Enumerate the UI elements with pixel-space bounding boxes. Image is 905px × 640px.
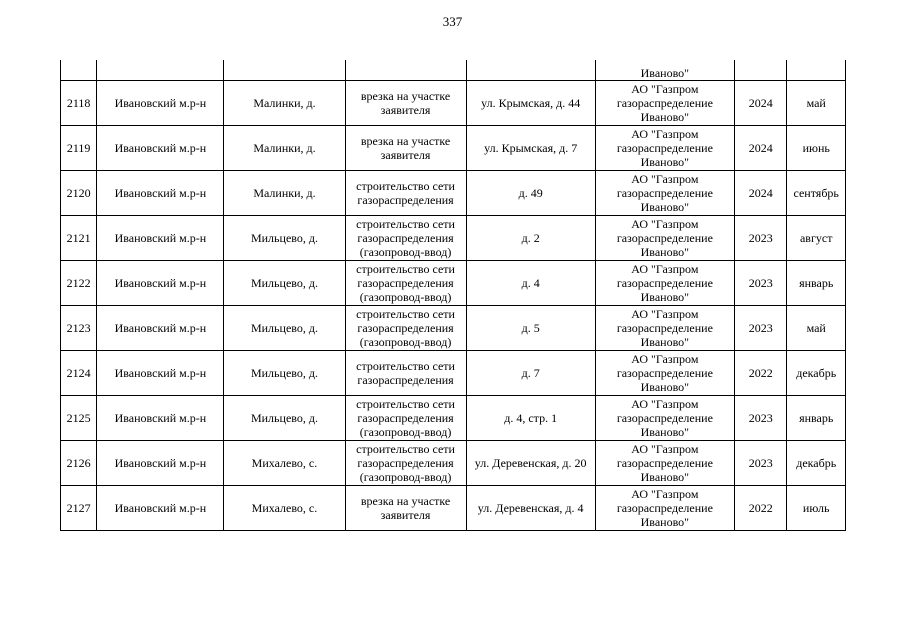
cell-locality: Михалево, с. [224, 441, 345, 486]
cell-year: 2024 [734, 81, 786, 126]
cell-number: 2121 [61, 216, 97, 261]
cell-district: Ивановский м.р-н [97, 216, 224, 261]
cell-district: Ивановский м.р-н [97, 396, 224, 441]
cell-work: строительство сети газораспределения [345, 171, 466, 216]
cell-locality: Мильцево, д. [224, 261, 345, 306]
cell-org: АО "Газпром газораспределение Иваново" [595, 396, 734, 441]
cell-number: 2118 [61, 81, 97, 126]
cell-number: 2127 [61, 486, 97, 531]
cell-year [734, 60, 786, 81]
cell-month: сентябрь [787, 171, 846, 216]
cell-address: д. 4 [466, 261, 595, 306]
cell-work: строительство сети газораспределения [345, 351, 466, 396]
cell-district: Ивановский м.р-н [97, 81, 224, 126]
cell-work: врезка на участке заявителя [345, 126, 466, 171]
cell-year: 2023 [734, 216, 786, 261]
cell-number: 2125 [61, 396, 97, 441]
cell-org: АО "Газпром газораспределение Иваново" [595, 306, 734, 351]
cell-locality: Мильцево, д. [224, 216, 345, 261]
cell-locality: Малинки, д. [224, 171, 345, 216]
cell-year: 2023 [734, 396, 786, 441]
cell-year: 2022 [734, 351, 786, 396]
table-row [61, 126, 846, 171]
cell-month: май [787, 306, 846, 351]
cell-address: ул. Крымская, д. 7 [466, 126, 595, 171]
cell-work: строительство сети газораспределения (газопровод-ввод) [345, 306, 466, 351]
cell-locality: Малинки, д. [224, 81, 345, 126]
cell-year: 2023 [734, 306, 786, 351]
cell-work: строительство сети газораспределения (газопровод-ввод) [345, 216, 466, 261]
registry-table-body [61, 60, 846, 531]
cell-month: май [787, 81, 846, 126]
cell-district [97, 60, 224, 81]
cell-org: АО "Газпром газораспределение Иваново" [595, 351, 734, 396]
cell-month [787, 60, 846, 81]
cell-district: Ивановский м.р-н [97, 351, 224, 396]
cell-number [61, 60, 97, 81]
cell-address [466, 60, 595, 81]
cell-district: Ивановский м.р-н [97, 486, 224, 531]
cell-number: 2122 [61, 261, 97, 306]
cell-work: врезка на участке заявителя [345, 486, 466, 531]
cell-work: врезка на участке заявителя [345, 81, 466, 126]
cell-month: декабрь [787, 351, 846, 396]
cell-month: январь [787, 261, 846, 306]
cell-org: АО "Газпром газораспределение Иваново" [595, 216, 734, 261]
cell-year: 2023 [734, 441, 786, 486]
cell-locality [224, 60, 345, 81]
cell-number: 2120 [61, 171, 97, 216]
cell-month: июль [787, 486, 846, 531]
cell-district: Ивановский м.р-н [97, 126, 224, 171]
cell-month: декабрь [787, 441, 846, 486]
cell-year: 2022 [734, 486, 786, 531]
page-number: 337 [442, 14, 463, 29]
cell-locality: Мильцево, д. [224, 306, 345, 351]
table-row [61, 81, 846, 126]
cell-district: Ивановский м.р-н [97, 441, 224, 486]
cell-month: июнь [787, 126, 846, 171]
cell-number: 2123 [61, 306, 97, 351]
table-row [61, 351, 846, 396]
table-row [61, 261, 846, 306]
cell-year: 2024 [734, 171, 786, 216]
table-row [61, 396, 846, 441]
table-row [61, 441, 846, 486]
cell-address: д. 4, стр. 1 [466, 396, 595, 441]
continuation-row [61, 60, 846, 81]
cell-org: АО "Газпром газораспределение Иваново" [595, 486, 734, 531]
cell-number: 2124 [61, 351, 97, 396]
table-row [61, 306, 846, 351]
registry-table [60, 60, 846, 531]
cell-year: 2023 [734, 261, 786, 306]
table-row [61, 216, 846, 261]
cell-address: ул. Крымская, д. 44 [466, 81, 595, 126]
cell-locality: Михалево, с. [224, 486, 345, 531]
cell-district: Ивановский м.р-н [97, 261, 224, 306]
cell-district: Ивановский м.р-н [97, 171, 224, 216]
cell-address: ул. Деревенская, д. 20 [466, 441, 595, 486]
cell-address: ул. Деревенская, д. 4 [466, 486, 595, 531]
cell-month: август [787, 216, 846, 261]
cell-month: январь [787, 396, 846, 441]
cell-org: Иваново" [595, 60, 734, 81]
cell-work: строительство сети газораспределения (газопровод-ввод) [345, 396, 466, 441]
cell-work [345, 60, 466, 81]
cell-number: 2126 [61, 441, 97, 486]
cell-year: 2024 [734, 126, 786, 171]
table-row [61, 171, 846, 216]
cell-org: АО "Газпром газораспределение Иваново" [595, 126, 734, 171]
cell-org: АО "Газпром газораспределение Иваново" [595, 81, 734, 126]
cell-locality: Мильцево, д. [224, 351, 345, 396]
table-row [61, 486, 846, 531]
cell-org: АО "Газпром газораспределение Иваново" [595, 441, 734, 486]
cell-number: 2119 [61, 126, 97, 171]
cell-work: строительство сети газораспределения (газопровод-ввод) [345, 441, 466, 486]
cell-locality: Малинки, д. [224, 126, 345, 171]
cell-org: АО "Газпром газораспределение Иваново" [595, 171, 734, 216]
cell-address: д. 5 [466, 306, 595, 351]
cell-work: строительство сети газораспределения (газопровод-ввод) [345, 261, 466, 306]
cell-address: д. 7 [466, 351, 595, 396]
cell-org: АО "Газпром газораспределение Иваново" [595, 261, 734, 306]
cell-address: д. 49 [466, 171, 595, 216]
cell-district: Ивановский м.р-н [97, 306, 224, 351]
cell-locality: Мильцево, д. [224, 396, 345, 441]
cell-address: д. 2 [466, 216, 595, 261]
